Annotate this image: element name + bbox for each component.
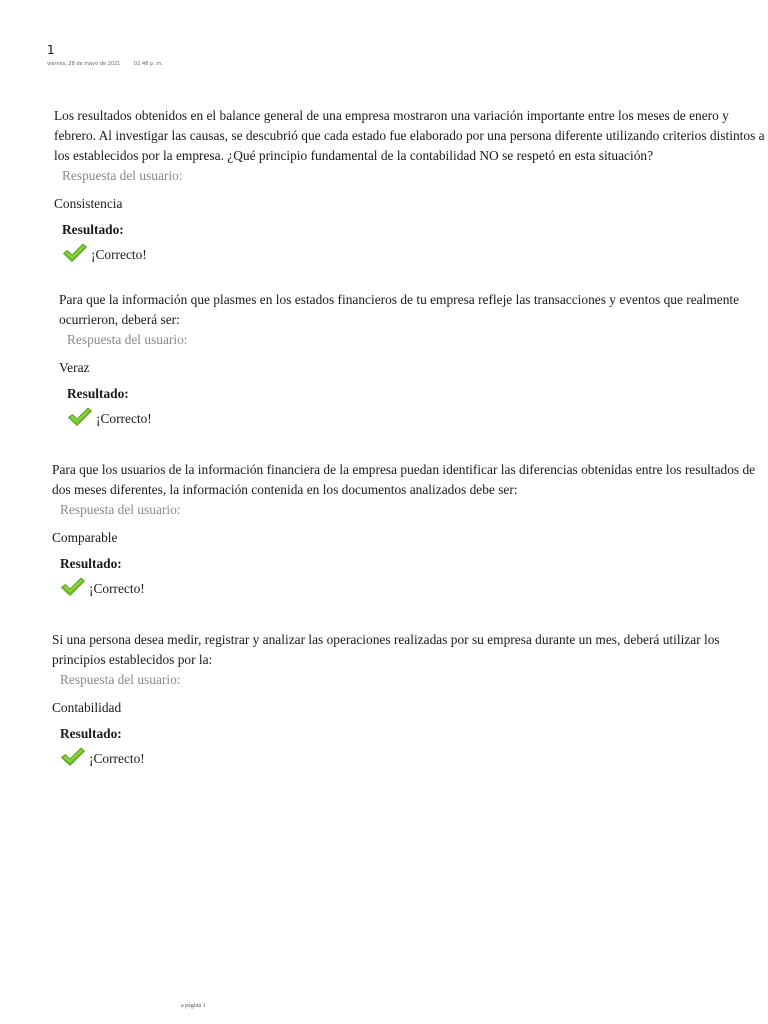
question-block-2 — [59, 290, 768, 428]
user-answer-value: Consistencia — [54, 196, 123, 211]
user-answer-label: Respuesta del usuario: — [67, 332, 188, 347]
result-text: ¡Correcto! — [91, 247, 147, 262]
result-text: ¡Correcto! — [89, 751, 145, 766]
user-answer-value: Contabilidad — [52, 700, 122, 715]
result-label: Resultado: — [62, 222, 124, 237]
result-label: Resultado: — [60, 726, 122, 741]
question-block-1 — [54, 106, 768, 264]
question-text: Si una persona desea medir, registrar y analizar las operaciones realizadas por su empresa durante un mes, deberá utilizar los principios establecidos por la: — [52, 632, 720, 667]
result-row — [62, 240, 768, 264]
user-answer-label: Respuesta del usuario: — [60, 672, 181, 687]
page-number: 1 — [47, 43, 55, 57]
user-answer-label: Respuesta del usuario: — [62, 168, 183, 183]
result-text: ¡Correcto! — [96, 411, 152, 426]
user-answer-label: Respuesta del usuario: — [60, 502, 181, 517]
result-text: ¡Correcto! — [89, 581, 145, 596]
question-block-3 — [52, 460, 767, 598]
question-block-4 — [52, 630, 767, 768]
print-metadata — [47, 61, 175, 67]
checkmark-icon — [60, 746, 86, 768]
print-time: 02:48 p. m. — [133, 61, 163, 67]
print-date: viernes, 28 de mayo de 2021 — [47, 61, 121, 67]
checkmark-icon — [62, 242, 88, 264]
result-row — [60, 744, 767, 768]
result-label: Resultado: — [67, 386, 129, 401]
checkmark-icon — [67, 406, 93, 428]
question-text: Para que los usuarios de la información financiera de la empresa puedan identificar las diferencias obtenidas entre los resultados de dos meses diferentes, la información contenida en los documentos analizados debe ser: — [52, 462, 756, 497]
question-text: Para que la información que plasmes en los estados financieros de tu empresa refleje las transacciones y eventos que realmente ocurrieron, deberá ser: — [59, 292, 740, 327]
question-text: Los resultados obtenidos en el balance general de una empresa mostraron una variación importante entre los meses de enero y febrero. Al investigar las causas, se descubrió que cada estado fue elaborado por una persona diferente utilizando criterios distintos a los establecidos por la empresa. ¿Qué principio fundamental de la contabilidad NO se respetó en esta situación? — [54, 108, 765, 163]
page-footer: a página 1 — [181, 1003, 206, 1009]
user-answer-value: Comparable — [52, 530, 118, 545]
checkmark-icon — [60, 576, 86, 598]
user-answer-value: Veraz — [59, 360, 90, 375]
result-row — [67, 404, 768, 428]
result-label: Resultado: — [60, 556, 122, 571]
result-row — [60, 574, 767, 598]
